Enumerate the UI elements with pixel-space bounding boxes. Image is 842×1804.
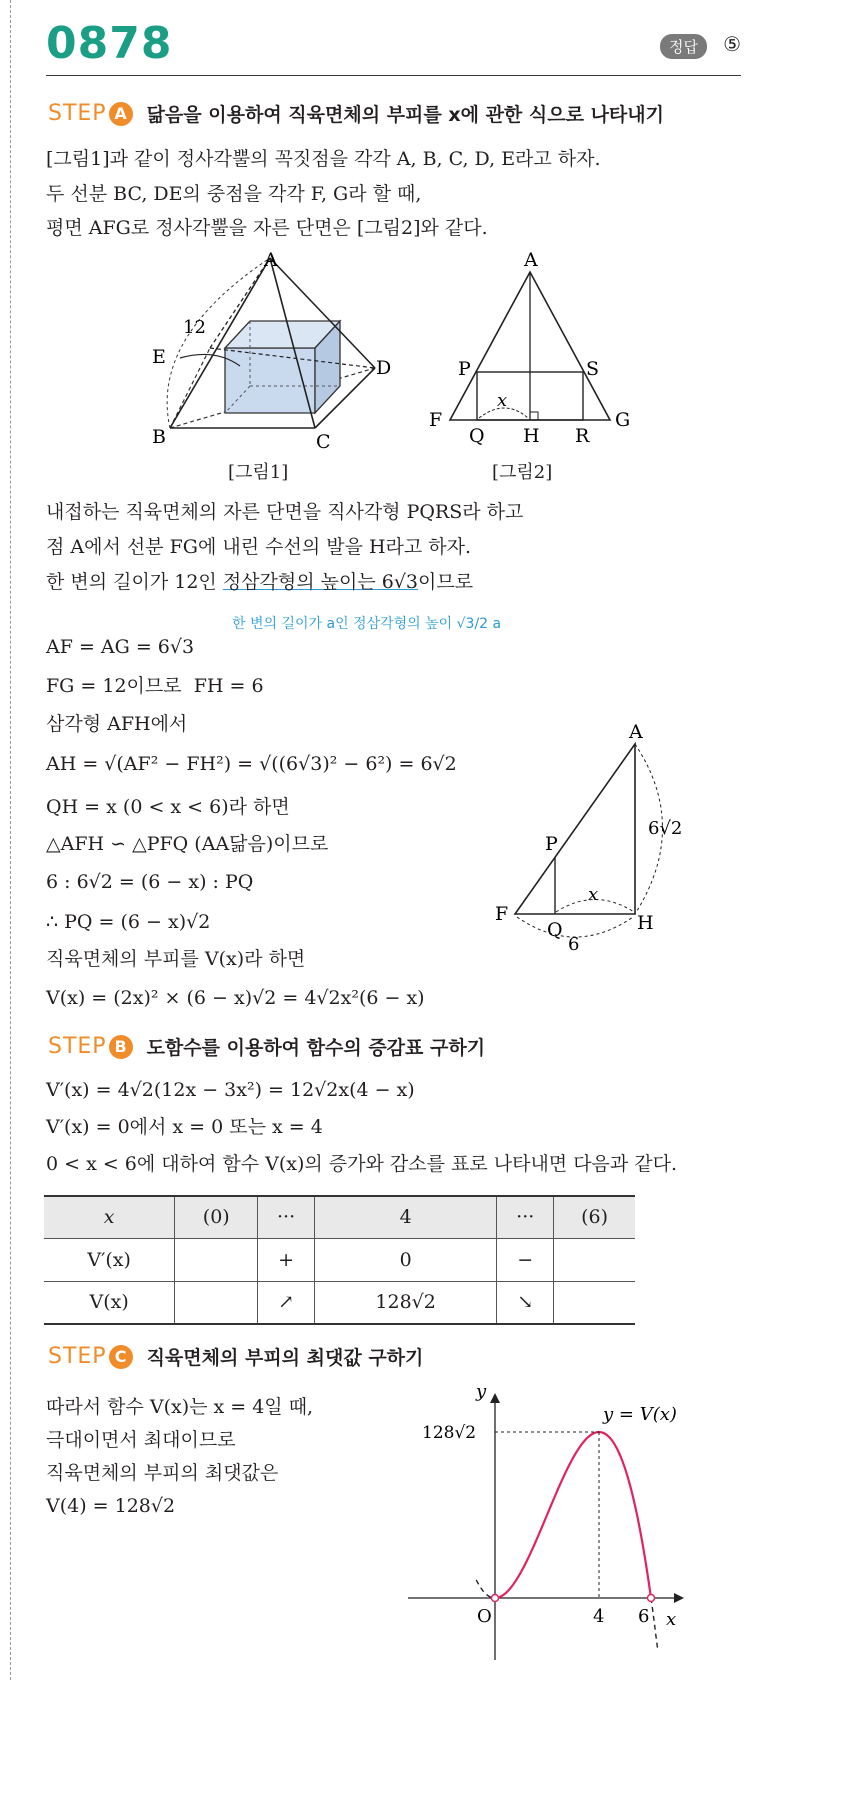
equation: V′(x) = 4√2(12x − 3x²) = 12√2x(4 − x) bbox=[46, 1079, 415, 1101]
step-title: 닮음을 이용하여 직육면체의 부피를 x에 관한 식으로 나타내기 bbox=[146, 104, 664, 126]
y-axis-label: y bbox=[476, 1385, 487, 1402]
label-FH-length: 6 bbox=[568, 934, 580, 952]
equation: V(x) = (2x)² × (6 − x)√2 = 4√2x²(6 − x) bbox=[46, 987, 425, 1009]
step-letter-badge: B bbox=[109, 1035, 133, 1059]
label-Q: Q bbox=[547, 919, 563, 941]
hint-note bbox=[232, 612, 501, 636]
hint-fraction: √3/2 a bbox=[456, 616, 502, 632]
equation: 직육면체의 부피를 V(x)라 하면 bbox=[46, 948, 306, 970]
label-x: x bbox=[497, 390, 508, 411]
step-letter-badge: A bbox=[109, 102, 133, 126]
y-axis-arrow bbox=[490, 1393, 500, 1403]
label-edge-12: 12 bbox=[183, 317, 206, 338]
label-Q: Q bbox=[469, 425, 485, 447]
table-header-cell: (6) bbox=[554, 1196, 635, 1238]
table-header-cell: ··· bbox=[258, 1196, 315, 1238]
equation: AF = AG = 6√3 bbox=[46, 636, 195, 658]
label-AH-length: 6√2 bbox=[648, 818, 683, 839]
step-word: STEP bbox=[48, 101, 107, 126]
step-title: 직육면체의 부피의 최댓값 구하기 bbox=[146, 1347, 424, 1369]
table-cell: 0 bbox=[314, 1238, 496, 1281]
text-line: [그림1]과 같이 정사각뿔의 꼭짓점을 각각 A, B, C, D, E라고 하자. bbox=[46, 148, 601, 170]
table-row bbox=[44, 1238, 635, 1281]
label-P: P bbox=[458, 358, 471, 380]
table-cell: + bbox=[258, 1238, 315, 1281]
step-a-heading bbox=[48, 100, 664, 127]
table-header-cell: 4 bbox=[314, 1196, 496, 1238]
label-A: A bbox=[524, 250, 538, 271]
text-line: 내접하는 직육면체의 자른 단면을 직사각형 PQRS라 하고 bbox=[46, 501, 524, 523]
variation-table bbox=[44, 1195, 635, 1325]
text-line: 직육면체의 부피의 최댓값은 bbox=[46, 1462, 279, 1484]
x-tick-label-4: 4 bbox=[593, 1606, 605, 1627]
table-header-cell: x bbox=[44, 1196, 175, 1238]
table-cell: ↗ bbox=[258, 1281, 315, 1324]
height-suffix: 이므로 bbox=[418, 571, 474, 593]
page-margin-guide bbox=[10, 0, 11, 1680]
text-line: 따라서 함수 V(x)는 x = 4일 때, bbox=[46, 1396, 314, 1418]
answer-badge: 정답 bbox=[660, 34, 707, 59]
table-cell bbox=[554, 1238, 635, 1281]
graph-vx bbox=[400, 1385, 700, 1665]
equation: 0 < x < 6에 대하여 함수 V(x)의 증가와 감소를 표로 나타내면 다음과 같다. bbox=[46, 1153, 678, 1175]
text-line: 극대이면서 최대이므로 bbox=[46, 1429, 236, 1451]
x-axis-label: x bbox=[666, 1609, 677, 1630]
table-cell: V′(x) bbox=[44, 1238, 175, 1281]
label-F: F bbox=[429, 409, 443, 431]
step-letter-badge: C bbox=[109, 1345, 133, 1369]
table-header-cell: ··· bbox=[497, 1196, 554, 1238]
figure-2-cross-section bbox=[425, 250, 645, 450]
answer-value: ⑤ bbox=[723, 32, 741, 56]
equation: QH = x (0 < x < 6)라 하면 bbox=[46, 796, 290, 818]
table-cell: V(x) bbox=[44, 1281, 175, 1324]
max-value-label: 128√2 bbox=[422, 1423, 477, 1444]
equation bbox=[46, 674, 264, 698]
label-A: A bbox=[629, 722, 643, 743]
equation-part: FH = 6 bbox=[193, 675, 264, 697]
table-header-row bbox=[44, 1196, 635, 1238]
figure-1-caption: [그림1] bbox=[228, 462, 289, 483]
label-F: F bbox=[495, 903, 509, 925]
equation: 삼각형 AFH에서 bbox=[46, 713, 188, 735]
table-cell bbox=[175, 1281, 258, 1324]
table-cell: 128√2 bbox=[314, 1281, 496, 1324]
equation: △AFH ∽ △PFQ (AA닮음)이므로 bbox=[46, 833, 329, 855]
label-S: S bbox=[586, 358, 600, 380]
step-word: STEP bbox=[48, 1344, 107, 1369]
problem-header bbox=[46, 14, 741, 76]
step-b-heading bbox=[48, 1033, 485, 1060]
height-prefix: 한 변의 길이가 12인 bbox=[46, 571, 223, 593]
x-axis-arrow bbox=[674, 1593, 684, 1603]
text-line: 두 선분 BC, DE의 중점을 각각 F, G라 할 때, bbox=[46, 183, 422, 205]
table-row bbox=[44, 1281, 635, 1324]
equation: 6 : 6√2 = (6 − x) : PQ bbox=[46, 871, 254, 893]
series-line-vx bbox=[495, 1432, 651, 1598]
height-underlined: 정삼각형의 높이는 6√3 bbox=[222, 571, 419, 593]
table-cell bbox=[554, 1281, 635, 1324]
label-C: C bbox=[316, 431, 331, 453]
figure-2-caption: [그림2] bbox=[492, 462, 553, 483]
text-line: V(4) = 128√2 bbox=[46, 1495, 176, 1517]
step-title: 도함수를 이용하여 함수의 증감표 구하기 bbox=[146, 1037, 486, 1059]
label-R: R bbox=[575, 425, 590, 447]
open-point-origin bbox=[492, 1595, 499, 1602]
equation: V′(x) = 0에서 x = 0 또는 x = 4 bbox=[46, 1116, 323, 1138]
label-H: H bbox=[637, 912, 654, 934]
origin-label: O bbox=[477, 1606, 492, 1627]
text-line: 평면 AFG로 정사각뿔을 자른 단면은 [그림2]와 같다. bbox=[46, 217, 488, 239]
label-A: A bbox=[264, 249, 278, 271]
label-G: G bbox=[615, 409, 631, 431]
x-tick-label-6: 6 bbox=[638, 1606, 650, 1627]
table-cell: ↘ bbox=[497, 1281, 554, 1324]
figure-3-triangle-afh bbox=[490, 722, 720, 952]
step-c-heading bbox=[48, 1343, 423, 1370]
equation: AH = √(AF² − FH²) = √((6√3)² − 6²) = 6√2 bbox=[46, 753, 457, 775]
equation: ∴ PQ = (6 − x)√2 bbox=[46, 911, 211, 933]
equation-part: FG = 12이므로 bbox=[46, 675, 182, 697]
problem-number: 0878 bbox=[46, 18, 173, 69]
step-word: STEP bbox=[48, 1034, 107, 1059]
label-H: H bbox=[523, 425, 540, 447]
label-D: D bbox=[376, 357, 392, 379]
height-line bbox=[46, 570, 473, 594]
table-cell: − bbox=[497, 1238, 554, 1281]
curve-extension-right bbox=[651, 1598, 658, 1649]
text-line: 점 A에서 선분 FG에 내린 수선의 발을 H라고 하자. bbox=[46, 536, 472, 558]
figure-1-pyramid bbox=[140, 248, 400, 458]
label-P: P bbox=[545, 833, 558, 855]
open-point-x6 bbox=[648, 1595, 655, 1602]
label-QH-length: x bbox=[588, 884, 599, 905]
hint-text: 한 변의 길이가 a인 정삼각형의 높이 bbox=[232, 616, 453, 632]
table-cell bbox=[175, 1238, 258, 1281]
curve-label: y = V(x) bbox=[603, 1404, 677, 1426]
table-header-cell: (0) bbox=[175, 1196, 258, 1238]
label-E: E bbox=[152, 346, 166, 368]
label-B: B bbox=[152, 426, 166, 448]
